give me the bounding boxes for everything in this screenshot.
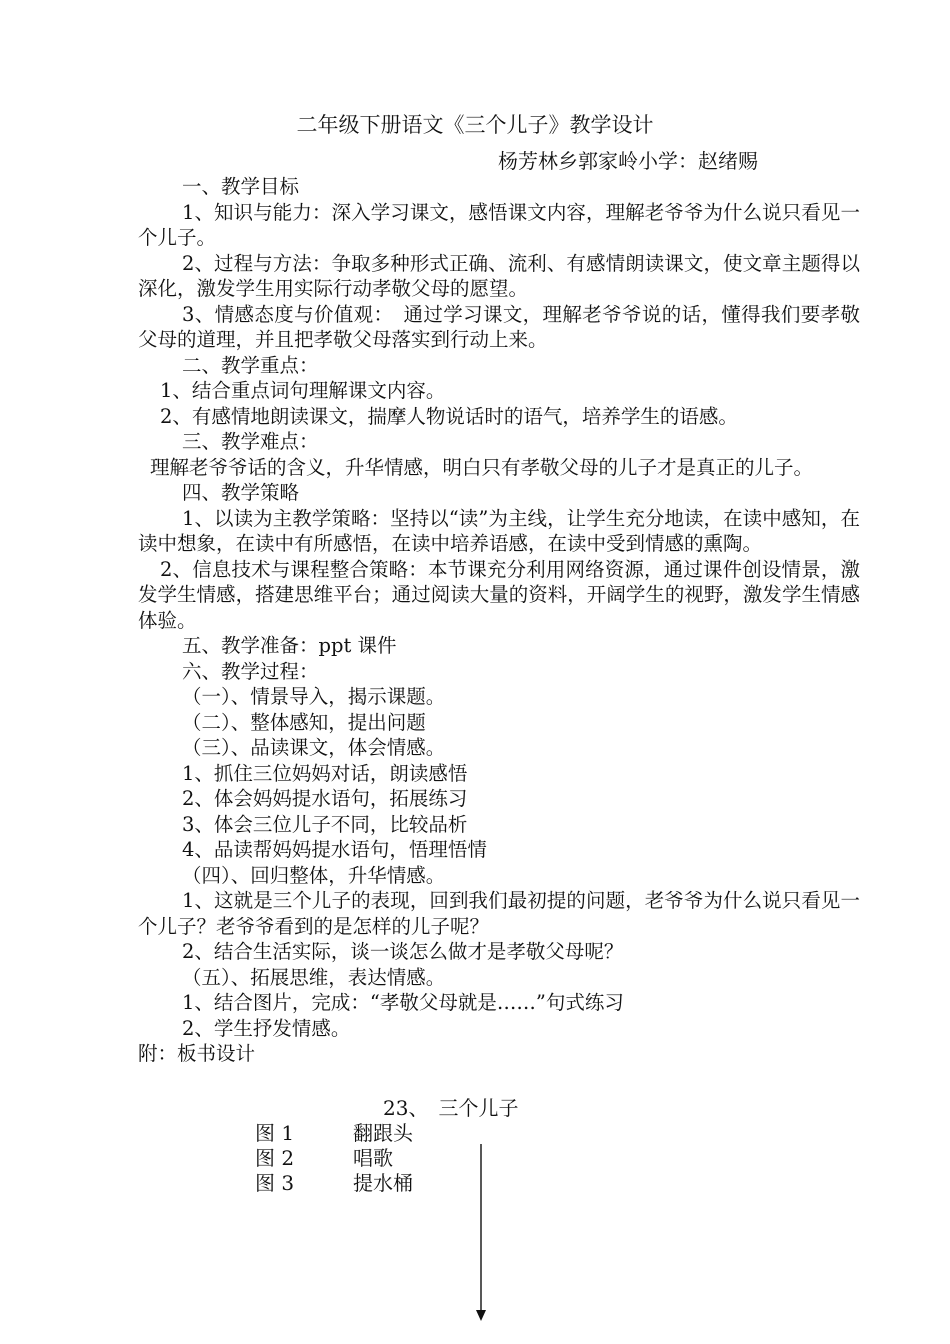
board-row-text: 唱歌: [353, 1146, 393, 1170]
list-item: 2、学生抒发情感。: [182, 1016, 351, 1040]
document-body: [138, 174, 860, 1067]
list-item: 1、抓住三位妈妈对话，朗读感悟: [182, 761, 468, 785]
appendix-heading: 附：板书设计: [138, 1042, 256, 1065]
paragraph: 理解老爷爷话的含义，升华情感，明白只有孝敬父母的儿子才是真正的儿子。: [150, 455, 814, 479]
board-row: [255, 1171, 413, 1196]
board-row-text: 提水桶: [353, 1171, 413, 1195]
list-item: （一）、情景导入，揭示课题。: [182, 685, 446, 708]
board-title: 23、 三个儿子: [383, 1096, 519, 1120]
section-heading-strategy: 四、教学策略: [182, 481, 300, 504]
paragraph: 3、情感态度与价值观： 通过学习课文，理解老爷爷说的话，懂得我们要孝敬父母的道理，并且把孝敬父母落实到行动上来。: [138, 302, 860, 351]
board-row: [255, 1146, 393, 1171]
list-item: 3、体会三位儿子不同，比较品析: [182, 812, 468, 836]
document-title: 二年级下册语文《三个儿子》教学设计: [296, 113, 654, 137]
list-item: （三）、品读课文，体会情感。: [182, 736, 446, 759]
section-heading-preparation: 五、教学准备：ppt 课件: [182, 634, 397, 657]
list-item: 2、结合生活实际，谈一谈怎么做才是孝敬父母呢？: [182, 940, 624, 963]
section-heading-goals: 一、教学目标: [182, 175, 300, 198]
list-item: 2、体会妈妈提水语句，拓展练习: [182, 787, 468, 810]
paragraph: 2、有感情地朗读课文，揣摩人物说话时的语气，培养学生的语感。: [160, 404, 738, 428]
section-heading-process: 六、教学过程：: [182, 659, 319, 683]
board-row-label: 图 3: [255, 1171, 295, 1195]
list-item: （五）、拓展思维，表达情感。: [182, 965, 446, 989]
board-row: [255, 1121, 413, 1146]
list-item: 1、结合图片，完成：“孝敬父母就是……”句式练习: [182, 991, 624, 1014]
board-row-label: 图 1: [255, 1121, 295, 1145]
paragraph: 1、这就是三个儿子的表现，回到我们最初提的问题，老爷爷为什么说只看见一个儿子？老爷爷看到的是怎样的儿子呢？: [138, 889, 860, 938]
paragraph: 1、以读为主教学策略：坚持以“读”为主线，让学生充分地读，在读中感知，在读中想象，在读中有所感悟，在读中培养语感，在读中受到情感的熏陶。: [138, 506, 860, 555]
board-row-label: 图 2: [255, 1146, 295, 1170]
paragraph: 2、信息技术与课程整合策略：本节课充分利用网络资源，通过课件创设情景，激发学生情感，搭建思维平台；通过阅读大量的资料，开阔学生的视野，激发学生情感体验。: [138, 557, 860, 632]
section-heading-key-points: 二、教学重点：: [182, 353, 319, 377]
paragraph: 1、结合重点词句理解课文内容。: [160, 379, 446, 402]
section-heading-difficulties: 三、教学难点：: [182, 430, 319, 453]
list-item: （二）、整体感知，提出问题: [182, 710, 426, 734]
paragraph: 2、过程与方法：争取多种形式正确、流利、有感情朗读课文，使文章主题得以深化，激发学生用实际行动孝敬父母的愿望。: [138, 251, 860, 300]
list-item: （四）、回归整体，升华情感。: [182, 863, 446, 887]
board-row-text: 翻跟头: [353, 1121, 413, 1145]
author-line: 杨芳林乡郭家岭小学：赵绪赐: [498, 149, 758, 173]
paragraph: 1、知识与能力：深入学习课文，感悟课文内容，理解老爷爷为什么说只看见一个儿子。: [138, 200, 860, 249]
list-item: 4、品读帮妈妈提水语句，悟理悟情: [182, 838, 487, 861]
down-arrow-icon: [474, 1144, 488, 1322]
